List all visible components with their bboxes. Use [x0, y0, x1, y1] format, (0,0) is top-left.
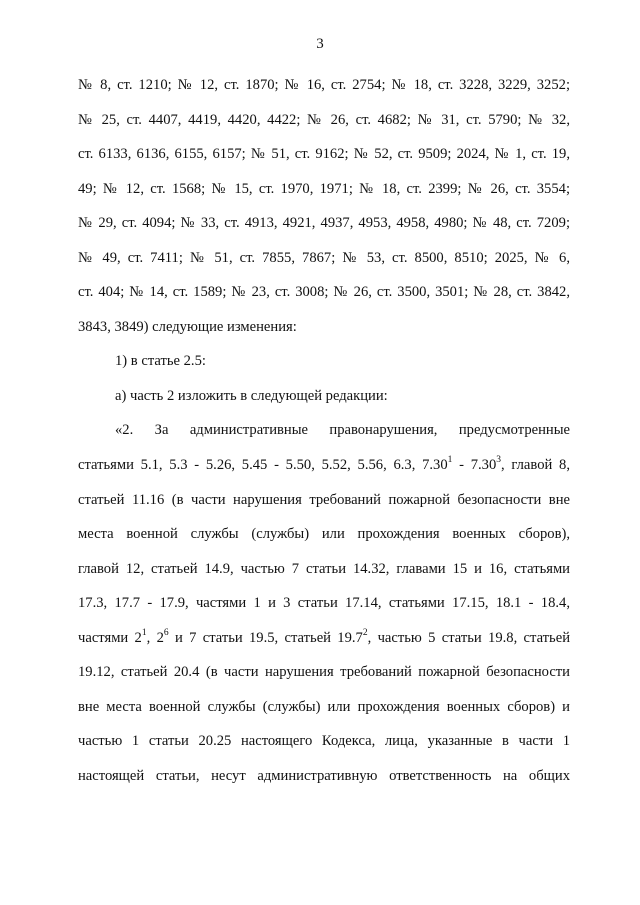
text-segment: статьями 5.1, 5.3 - 5.26, 5.45 - 5.50, 5.52, 5.56, 6.3, 7.30 — [78, 457, 448, 474]
text-segment: «2. За административные правонарушения, предусмотренные — [115, 422, 570, 439]
text-line — [78, 729, 570, 764]
superscript: 1 — [447, 455, 453, 466]
text-line — [78, 660, 570, 695]
text-line — [78, 557, 570, 592]
text-line — [78, 488, 570, 523]
text-segment: ст. 404; № 14, ст. 1589; № 23, ст. 3008; № 26, ст. 3500, 3501; № 28, ст. 3842, — [78, 284, 570, 301]
text-segment: № 8, ст. 1210; № 12, ст. 1870; № 16, ст. 2754; № 18, ст. 3228, 3229, 3252; — [78, 77, 570, 93]
text-line — [78, 177, 570, 212]
text-segment: , 2 — [146, 629, 164, 646]
text-line — [78, 418, 570, 453]
text-line — [78, 349, 570, 384]
text-segment: и 7 статьи 19.5, статьей 19.7 — [168, 629, 363, 646]
text-line — [78, 211, 570, 246]
superscript: 3 — [496, 455, 502, 466]
text-segment: 49; № 12, ст. 1568; № 15, ст. 1970, 1971; № 18, ст. 2399; № 26, ст. 3554; — [78, 180, 570, 197]
text-segment: главой 12, статьей 14.9, частью 7 статьи 14.32, главами 15 и 16, статьями — [78, 560, 570, 577]
text-segment: , частью 5 статьи 19.8, статьей — [367, 629, 570, 646]
text-segment: настоящей статьи, несут административную ответственность на общих — [78, 767, 570, 784]
text-segment: частью 1 статьи 20.25 настоящего Кодекса, лица, указанные в части 1 — [78, 733, 570, 750]
text-segment: а) часть 2 изложить в следующей редакции: — [115, 387, 388, 404]
text-segment: , главой 8, — [501, 457, 570, 474]
text-segment: вне места военной службы (службы) или прохождения военных сборов) и — [78, 698, 570, 715]
text-segment: № 49, ст. 7411; № 51, ст. 7855, 7867; № 53, ст. 8500, 8510; 2025, № 6, — [78, 249, 570, 266]
text-segment: 17.3, 17.7 - 17.9, частями 1 и 3 статьи 17.14, статьями 17.15, 18.1 - 18.4, — [78, 595, 570, 612]
text-line — [78, 73, 570, 108]
text-line — [78, 280, 570, 315]
superscript: 2 — [362, 627, 368, 638]
text-line — [78, 108, 570, 143]
text-segment: 19.12, статьей 20.4 (в части нарушения требований пожарной безопасности — [78, 664, 570, 681]
text-line — [78, 591, 570, 626]
text-line — [78, 142, 570, 177]
superscript: 1 — [141, 627, 147, 638]
document-body — [78, 73, 570, 798]
text-line — [78, 453, 570, 488]
text-line — [78, 246, 570, 281]
text-segment: № 29, ст. 4094; № 33, ст. 4913, 4921, 4937, 4953, 4958, 4980; № 48, ст. 7209; — [78, 215, 570, 232]
text-segment: места военной службы (службы) или прохождения военных сборов), — [78, 526, 570, 543]
text-line — [78, 384, 570, 419]
text-line — [78, 764, 570, 799]
text-segment: - 7.30 — [452, 457, 497, 474]
page-number: 3 — [316, 36, 324, 52]
text-line — [78, 522, 570, 557]
text-segment: 3843, 3849) следующие изменения: — [78, 318, 297, 335]
text-segment: № 25, ст. 4407, 4419, 4420, 4422; № 26, ст. 4682; № 31, ст. 5790; № 32, — [78, 111, 570, 128]
text-segment: 1) в статье 2.5: — [115, 353, 206, 370]
superscript: 6 — [163, 627, 169, 638]
text-segment: статьей 11.16 (в части нарушения требований пожарной безопасности вне — [78, 491, 570, 508]
text-line — [78, 695, 570, 730]
text-segment: частями 2 — [78, 629, 142, 646]
text-segment: ст. 6133, 6136, 6155, 6157; № 51, ст. 9162; № 52, ст. 9509; 2024, № 1, ст. 19, — [78, 146, 570, 163]
text-line — [78, 315, 570, 350]
text-line — [78, 626, 570, 661]
